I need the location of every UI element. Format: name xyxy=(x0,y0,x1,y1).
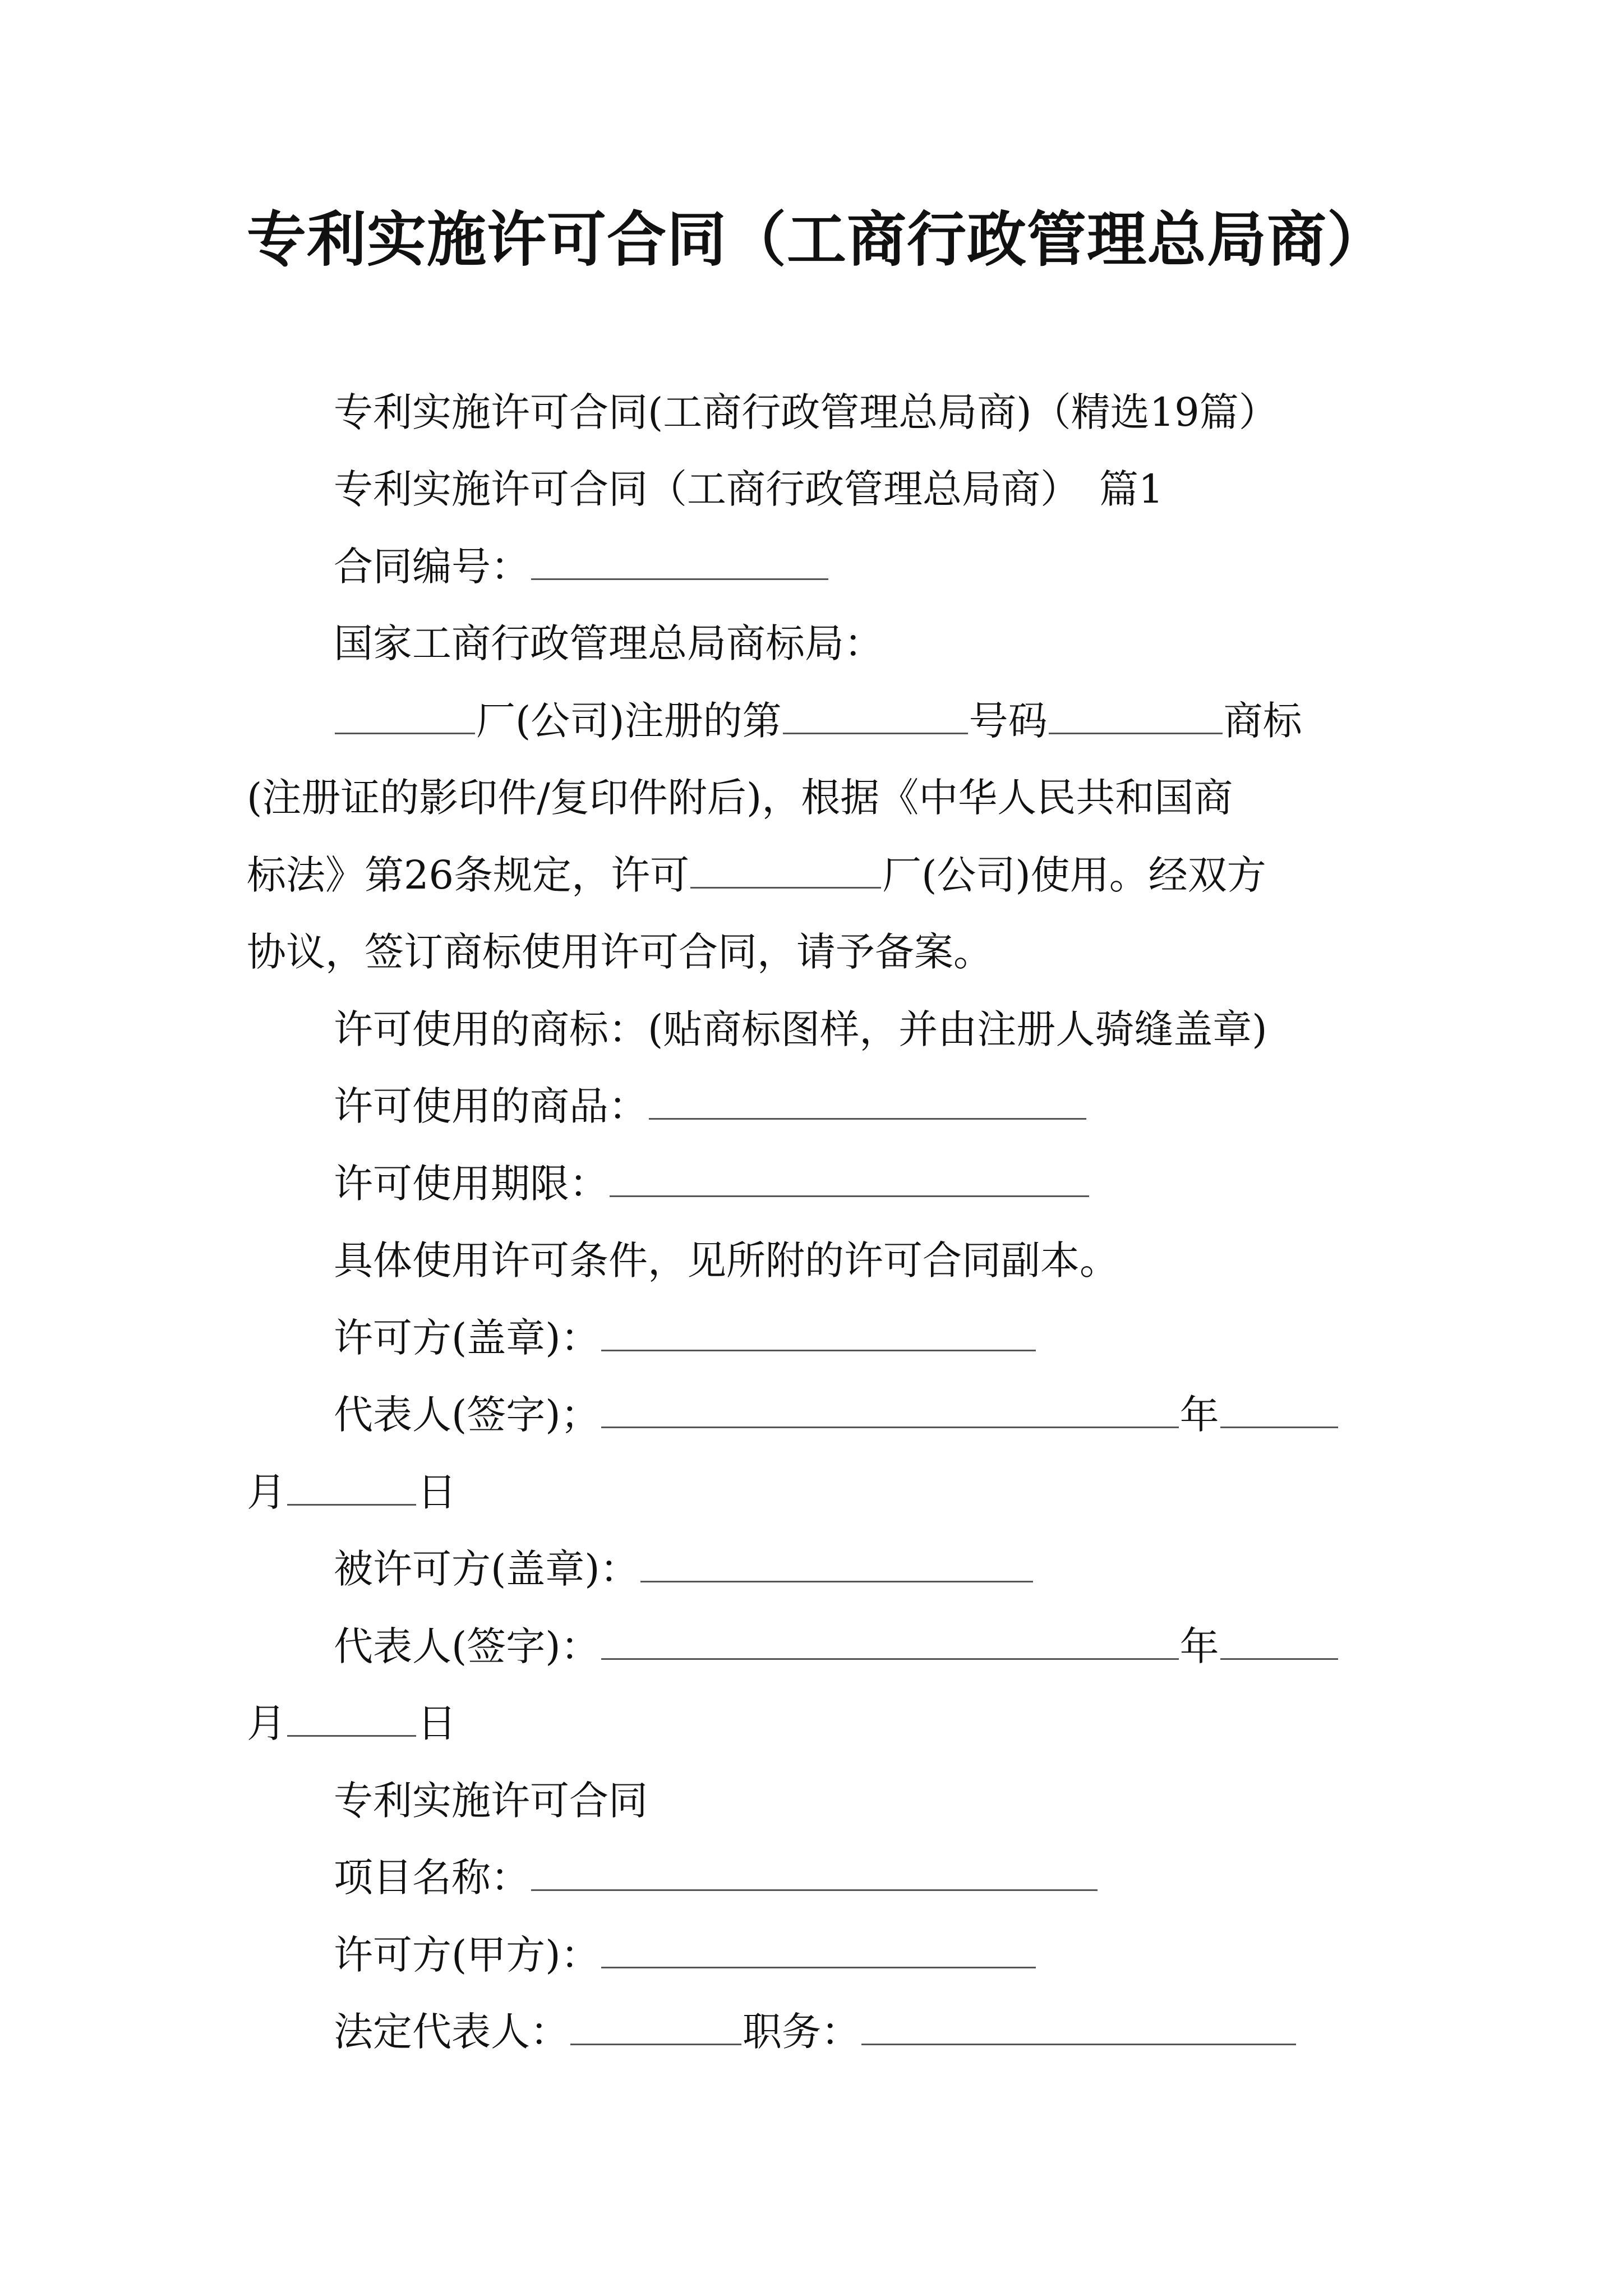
para1-text-4: 标法》第26条规定，许可 xyxy=(247,852,690,898)
project-name-blank xyxy=(531,1850,1098,1891)
rep2-month-blank xyxy=(287,1696,416,1737)
licensor-seal-line xyxy=(334,1307,1037,1369)
para1-line4: 协议，签订商标使用许可合同，请予备案。 xyxy=(247,929,993,975)
licensee-seal-blank xyxy=(640,1542,1033,1582)
para1-text-1: 厂(公司)注册的第 xyxy=(476,698,782,744)
project-name-label: 项目名称： xyxy=(334,1855,530,1901)
rep2-day-label: 日 xyxy=(417,1700,457,1746)
licensed-goods-line xyxy=(334,1075,1087,1137)
section-heading: 专利实施许可合同（工商行政管理总局商） 篇1 xyxy=(334,466,1164,512)
para1-line3 xyxy=(247,844,1266,906)
contract-number-blank xyxy=(531,539,828,580)
rep1-date-line xyxy=(247,1461,457,1523)
rep2-year-label: 年 xyxy=(1179,1623,1219,1669)
rep1-month-label: 月 xyxy=(247,1469,286,1515)
para1-text-3: 商标 xyxy=(1223,698,1302,744)
document-title: 专利实施许可合同（工商行政管理总局商） xyxy=(247,205,1387,274)
position-blank xyxy=(861,2004,1296,2045)
licensed-period-label: 许可使用期限： xyxy=(334,1161,608,1207)
trademark-no-blank xyxy=(1049,693,1223,734)
rep1-year-label: 年 xyxy=(1179,1392,1219,1438)
rep1-line xyxy=(334,1384,1339,1446)
registration-no-blank xyxy=(783,693,968,734)
licensee-seal-line xyxy=(334,1538,1034,1600)
contract2-title: 专利实施许可合同 xyxy=(334,1778,648,1824)
licensee-factory-blank xyxy=(690,848,881,889)
document-subtitle: 专利实施许可合同(工商行政管理总局商)（精选19篇） xyxy=(334,389,1278,435)
legal-rep-line xyxy=(334,2001,1297,2063)
rep1-label: 代表人(签字)； xyxy=(334,1392,600,1438)
rep2-line xyxy=(334,1616,1339,1677)
contract-number-label: 合同编号： xyxy=(334,544,530,590)
licensee-seal-label: 被许可方(盖章)： xyxy=(334,1546,639,1592)
addressee: 国家工商行政管理总局商标局： xyxy=(334,620,883,666)
rep1-year-blank xyxy=(1220,1387,1338,1428)
licensor-seal-label: 许可方(盖章)： xyxy=(334,1315,600,1361)
contract-number-line xyxy=(334,536,829,597)
project-name-line xyxy=(334,1847,1099,1908)
factory-name-blank xyxy=(335,693,475,734)
licensed-period-blank xyxy=(610,1156,1089,1197)
conditions-text: 具体使用许可条件，见所附的许可合同副本。 xyxy=(334,1237,1119,1283)
rep2-date-line xyxy=(247,1692,457,1754)
rep2-year-blank xyxy=(1220,1619,1338,1660)
licensor-seal-blank xyxy=(601,1310,1036,1351)
para1-line1 xyxy=(334,690,1302,752)
licensed-period-line xyxy=(334,1153,1090,1214)
position-label: 职务： xyxy=(743,2009,860,2055)
licensor-party-blank xyxy=(601,1927,1036,1968)
rep1-month-blank xyxy=(287,1465,416,1506)
legal-rep-label: 法定代表人： xyxy=(334,2009,569,2055)
rep2-signature-blank xyxy=(601,1619,1179,1660)
licensor-party-line xyxy=(334,1924,1037,1986)
para1-text-2: 号码 xyxy=(969,698,1048,744)
licensed-mark: 许可使用的商标：(贴商标图样，并由注册人骑缝盖章) xyxy=(334,1006,1267,1052)
licensor-party-label: 许可方(甲方)： xyxy=(334,1932,600,1978)
licensed-goods-label: 许可使用的商品： xyxy=(334,1083,648,1129)
para1-line2: (注册证的影印件/复印件附后)，根据《中华人民共和国商 xyxy=(247,775,1233,821)
legal-rep-blank xyxy=(570,2004,741,2045)
rep1-signature-blank xyxy=(601,1387,1179,1428)
rep2-month-label: 月 xyxy=(247,1700,286,1746)
rep1-day-label: 日 xyxy=(417,1469,457,1515)
rep2-label: 代表人(签字)： xyxy=(334,1623,600,1669)
licensed-goods-blank xyxy=(649,1079,1086,1120)
para1-text-5: 厂(公司)使用。经双方 xyxy=(882,852,1266,898)
